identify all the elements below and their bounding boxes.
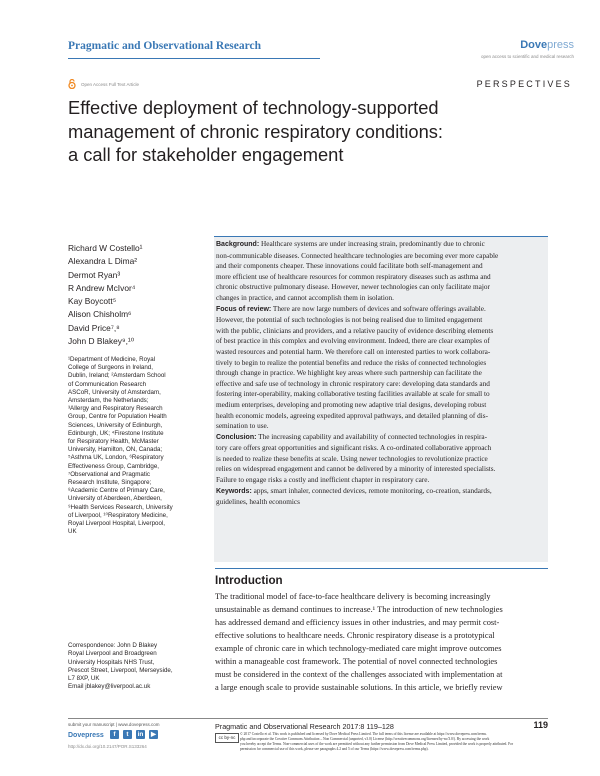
abstract-line: fostering inter-operability, making collaborative testing facilities available at scale for small to (216, 390, 490, 399)
abstract-line: Healthcare systems are under increasing strain, predominantly due to chronic (259, 240, 485, 248)
correspondence-line: University Hospitals NHS Trust, (68, 658, 155, 666)
abstract-line: effective and safe use of technology in chronic respiratory care: developing data standards and (216, 379, 490, 388)
abstract-line: with the public, clinicians and providers, and a relative paucity of evidence describing elements (216, 326, 494, 335)
abstract-line: tively to begin to realize the potential benefits and reduce the risks of connected technologies (216, 358, 487, 367)
affiliation-line: for Respiratory Health, McMaster (68, 438, 159, 446)
publisher-tagline: open access to scientific and medical research (480, 54, 574, 59)
affiliation-line: ⁹Health Services Research, University (68, 503, 173, 511)
body-line: has addressed demand and efficiency issues in other industries, and may permit cost- (215, 618, 500, 628)
body-line: The traditional model of face-to-face healthcare delivery is becoming increasingly (215, 592, 491, 601)
twitter-icon[interactable]: t (123, 730, 132, 739)
author: David Price⁷,⁸ (68, 322, 120, 333)
affiliation-line: ⁵Asthma UK, London, ⁶Respiratory (68, 454, 164, 462)
social-links (110, 730, 158, 739)
abstract-line: The increasing capability and availability of connected technologies in respira- (256, 432, 488, 441)
affiliation-line: Amsterdam, the Netherlands; (68, 397, 149, 405)
section-label: PERSPECTIVES (476, 79, 572, 89)
brand-bold: Dove (520, 39, 548, 51)
affiliation-line: of Communication Research (68, 380, 147, 388)
introduction-rule (215, 568, 548, 569)
header-rule (68, 58, 320, 59)
abstract-line: However, the potential of such technologies is not being realised due to limited engagement (216, 316, 483, 325)
abstract-line: changes in practice, and cannot accomplish them in isolation. (216, 293, 394, 302)
correspondence-line: L7 8XP, UK (68, 675, 100, 683)
abstract-line: chronic obstructive pulmonary disease. However, newer technologies can only facilitate major (216, 283, 490, 292)
abstract-background-label: Background: (216, 241, 260, 248)
citation: Pragmatic and Observational Research 2017:8 119–128 (215, 722, 394, 731)
abstract-line: apps, smart inhaler, connected devices, remote monitoring, co-creation, standards, (251, 486, 492, 495)
abstract-line: medium enterprises, developing and promoting new adaptive trial designs, developing robust (216, 400, 487, 409)
affiliation-line: Edinburgh, UK; ⁴Firestone Institute (68, 429, 164, 437)
affiliation-line: College of Surgeons in Ireland, (68, 364, 153, 372)
affiliation-line: of Liverpool, ¹⁰Respiratory Medicine, (68, 511, 168, 519)
abstract-line: Failure to engage risks a costly and inefficient chapter in respiratory care. (216, 476, 430, 485)
affiliation-line: Dublin, Ireland; ²Amsterdam School (68, 372, 166, 380)
submit-link[interactable]: submit your manuscript | www.dovepress.com (68, 722, 160, 727)
abstract-line: wasted resources and potential harm. We therefore call on interested parties to work collabora- (216, 347, 491, 356)
publisher-logo[interactable] (520, 39, 574, 51)
author: Kay Boycott⁵ (68, 296, 117, 307)
brand-light: press (547, 39, 574, 51)
introduction-heading: Introduction (215, 574, 283, 587)
affiliation-line: UK (68, 528, 77, 536)
introduction-body (215, 590, 548, 694)
copyright-notice (240, 732, 550, 752)
affiliation-line: Group, Centre for Population Health (68, 413, 167, 421)
abstract-line: semination to use. (216, 422, 269, 431)
abstract-keywords-label: Keywords: (216, 487, 252, 495)
abstract-line: health economic models, agreeing expedited approval pathways, and detailed planning of dis- (216, 411, 488, 420)
author: Richard W Costello¹ (68, 243, 143, 253)
correspondence-line: Prescot Street, Liverpool, Merseyside, (68, 666, 173, 674)
body-line: unsustainable as demand continues to increase.¹ The introduction of new technologies (215, 605, 503, 615)
affiliation-line: ASCoR, University of Amsterdam, (68, 388, 161, 396)
abstract-line: tory care offers great opportunities and significant risks. A co-ordinated collaborative approach (216, 444, 492, 453)
author: Alison Chisholm⁶ (68, 309, 132, 320)
creative-commons-icon[interactable]: cc by-nc (215, 733, 239, 743)
linkedin-icon[interactable]: in (137, 731, 144, 738)
abstract-focus-label: Focus of review: (216, 305, 272, 313)
open-access-label: Open Access Full Text Article (81, 81, 139, 87)
correspondence-line: Correspondence: John D Blakey (68, 642, 158, 649)
abstract-line: non-communicable diseases. Connected healthcare technologies are becoming ever more capable (216, 251, 499, 260)
abstract-conclusion-label: Conclusion: (216, 433, 257, 441)
body-line: must be considered in the context of the challenges associated with implementation at (215, 670, 503, 680)
copyright-line: permission for commercial use of this work, please see paragraphs 4.2 and 5 of our Terms (https://www.dovepress.com/terms.php). (240, 747, 429, 751)
title-line: a call for stakeholder engagement (68, 144, 344, 166)
title-line: Effective deployment of technology-supported (68, 97, 439, 118)
affiliation-line: Effectiveness Group, Cambridge, (68, 462, 160, 470)
correspondence-line: Royal Liverpool and Broadgreen (68, 650, 157, 658)
body-line: effective solutions to healthcare needs. Chronic respiratory disease is a prototypical (215, 631, 495, 641)
correspondence (68, 642, 173, 692)
author-list (68, 242, 142, 348)
affiliation-line: University of Aberdeen, Aberdeen, (68, 495, 162, 503)
abstract-line: guidelines, health economics (216, 498, 300, 507)
author: R Andrew McIvor⁴ (68, 282, 136, 293)
author: Dermot Ryan³ (68, 269, 121, 280)
abstract (216, 239, 546, 508)
abstract-line: and their components cheaper. These innovations could facilitate both self-management and (216, 262, 483, 271)
affiliation-line: Research Institute, Singapore; (68, 479, 152, 487)
abstract-line: of best practice in this complex and evolving environment. Indeed, there are clear examples of (216, 337, 490, 346)
copyright-line: © 2017 Costello et al. This work is published and licensed by Dove Medical Press Limited. The full terms of this license are available at https://www.dovepress.com/terms. (240, 732, 487, 736)
body-line: example of chronic care in which technology-mediated care might improve outcomes (215, 644, 502, 654)
journal-title: Pragmatic and Observational Research (68, 40, 262, 52)
abstract-line: There are now large numbers of devices and software offerings available. (271, 304, 486, 313)
doi-link[interactable]: http://dx.doi.org/10.2147/POR.S133264 (68, 744, 147, 749)
open-access-badge (68, 79, 139, 89)
open-access-lock-icon (68, 79, 76, 89)
affiliation-line: University, Hamilton, ON, Canada; (68, 446, 163, 454)
article-title (68, 96, 548, 167)
page-number: 119 (533, 720, 548, 730)
affiliations (68, 356, 218, 536)
correspondence-email[interactable]: Email jblakey@liverpool.ac.uk (68, 683, 151, 691)
author: Alexandra L Dima² (68, 256, 138, 267)
body-line: a large enough scale to provide sustainable solutions. In this article, we briefly review (215, 683, 503, 693)
abstract-line: is needed to realize these benefits at scale. Using newer technologies to revolutionize practice (216, 454, 488, 463)
copyright-line: you hereby accept the Terms. Non-commercial uses of the work are permitted without any further permission from Dove Medical Press Limited, provided the work is properly attributed. For (240, 742, 514, 746)
title-line: management of chronic respiratory conditions: (68, 120, 443, 142)
affiliation-line: ⁷Observational and Pragmatic (68, 470, 151, 478)
footer-brand[interactable]: Dovepress (68, 732, 104, 739)
footer-rule (68, 718, 548, 719)
abstract-line: through change in practice. We highlight key areas where such partnership can facilitate the (216, 369, 482, 378)
affiliation-line: Royal Liverpool Hospital, Liverpool, (68, 520, 165, 528)
youtube-icon[interactable]: ▶ (151, 731, 156, 738)
affiliation-line: ¹Department of Medicine, Royal (68, 356, 156, 363)
facebook-icon[interactable]: f (110, 730, 119, 739)
body-line: within a manageable cost framework. The potential of novel connected technologies (215, 657, 498, 667)
author: John D Blakey⁹,¹⁰ (68, 336, 135, 347)
abstract-line: relies on widespread engagement and cannot be delivered by a minority of interested specialists. (216, 465, 496, 474)
affiliation-line: ³Allergy and Respiratory Research (68, 405, 163, 413)
affiliation-line: ⁸Academic Centre of Primary Care, (68, 487, 165, 495)
affiliation-line: Sciences, University of Edinburgh, (68, 421, 163, 429)
copyright-line: php and incorporate the Creative Commons Attribution – Non Commercial (unported, v3.0) License (http://creativecommons.org/licenses/by-nc/3.0/). By accessing the work (240, 737, 490, 741)
abstract-line: more efficient use of healthcare resources for common respiratory diseases such as asthma and (216, 272, 491, 281)
